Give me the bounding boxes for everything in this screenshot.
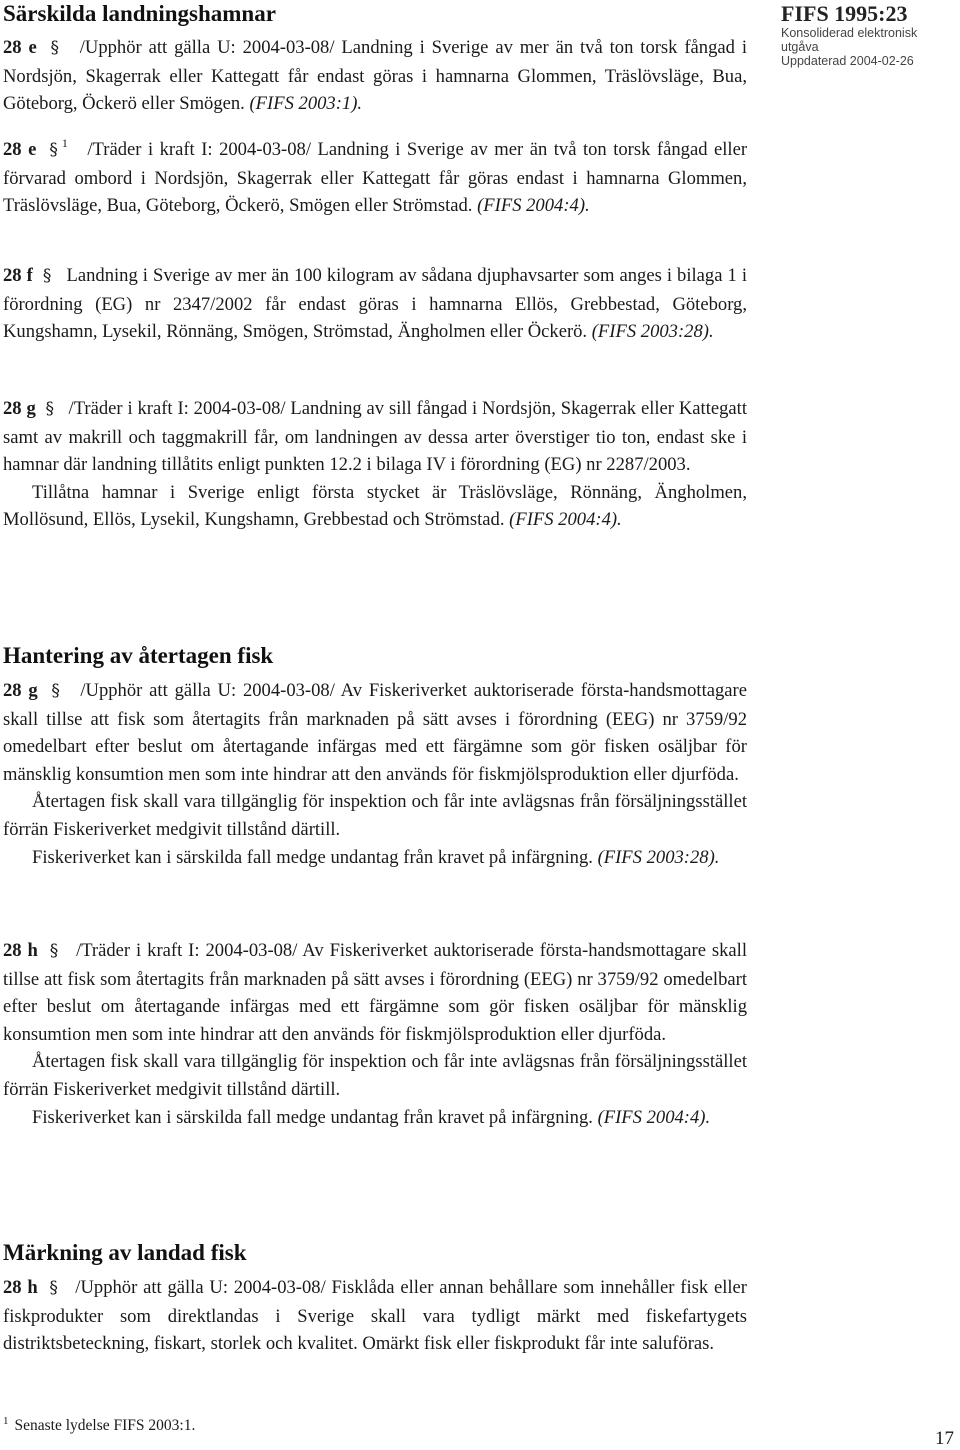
paragraph-28h-old <box>3 1274 747 1358</box>
section-heading: Hantering av återtagen fisk <box>3 643 274 668</box>
paragraph-reference: (FIFS 2003:28). <box>591 321 714 343</box>
document-header <box>781 2 960 68</box>
section-sign: § <box>49 1278 58 1298</box>
paragraph-text <box>3 788 747 843</box>
paragraph-number: 28 h <box>3 940 38 961</box>
footnote-mark: 1 <box>3 1415 9 1427</box>
paragraph-text <box>3 34 747 118</box>
paragraph-28e-old <box>3 34 747 118</box>
paragraph-body: Fiskeriverket kan i särskilda fall medge undantag från kravet på infärgning. <box>32 846 593 868</box>
section-sign: § <box>45 399 54 419</box>
paragraph-text <box>3 1048 747 1103</box>
paragraph-body: /Upphör att gälla U: 2004-03-08/ Landning i Sverige av mer än två ton torsk fångad i Nordsjön, Skagerrak eller Kattegatt får endast göras i hamnarna Glommen, Träslövsläge, Bua, Göteborg, Öckerö eller Smögen. <box>3 37 748 115</box>
paragraph-number: 28 e <box>3 139 37 160</box>
paragraph-number: 28 g <box>3 680 38 701</box>
section-landing-ports <box>3 1 747 27</box>
page-number: 17 <box>935 1428 954 1449</box>
edition-label-cont: utgåva <box>781 40 819 54</box>
paragraph-body: /Träder i kraft I: 2004-03-08/ Av Fiskeriverket auktoriserade första-handsmottagare skall tillse att fisk som återtagits från marknaden på sätt avses i förordning (EEG) nr 3759/92 omedelbart efter beslut om återtagande infärgas med ett färgämne som gör fisken osäljbar för mänsklig konsumtion men som inte hindrar att den används för fiskmjölsproduktion eller djurföda. <box>3 940 747 1045</box>
paragraph-number: 28 h <box>3 1277 38 1298</box>
paragraph-reference: (FIFS 2004:4). <box>477 195 590 217</box>
section-sign: § <box>42 266 52 286</box>
paragraph-text <box>3 844 747 872</box>
paragraph-text <box>3 1104 747 1132</box>
section-recaptured-fish <box>3 643 747 669</box>
paragraph-body: /Upphör att gälla U: 2004-03-08/ Av Fiskeriverket auktoriserade första-handsmottagare skall tillse att fisk som återtagits från marknaden på sätt avses i förordning (EEG) nr 3759/92 omedelbart efter beslut om återtagande infärgas med ett färgämne som gör fisken osäljbar för mänsklig konsumtion men som inte hindrar att den används för fiskmjölsproduktion eller djurföda. <box>3 680 747 785</box>
paragraph-text <box>3 677 747 788</box>
paragraph-text <box>3 479 747 534</box>
paragraph-text <box>3 262 747 346</box>
section-heading: Särskilda landningshamnar <box>3 1 276 26</box>
paragraph-28g-new <box>3 395 747 534</box>
footnote <box>3 1411 195 1436</box>
paragraph-text <box>3 937 747 1048</box>
section-sign: § <box>50 38 60 58</box>
section-heading: Märkning av landad fisk <box>3 1240 247 1265</box>
section-marking <box>3 1240 747 1266</box>
paragraph-28h-new <box>3 937 747 1131</box>
paragraph-body: /Träder i kraft I: 2004-03-08/ Landning av sill fångad i Nordsjön, Skagerrak eller Kattegatt samt av makrill och taggmakrill får, om landningen av dessa arter överstiger tio ton, endast ske i hamnar där landning tillåtits enligt punkten 12.2 i bilaga IV i förordning (EG) nr 2287/2003. <box>3 398 747 476</box>
paragraph-reference: (FIFS 2004:4). <box>597 1106 711 1128</box>
paragraph-28f <box>3 262 747 346</box>
paragraph-28e-new <box>3 130 747 220</box>
paragraph-body: Tillåtna hamnar i Sverige enligt första stycket är Träslövsläge, Rönnäng, Ängholmen, Mollösund, Ellös, Lysekil, Kungshamn, Grebbestad och Strömstad. <box>3 481 747 531</box>
paragraph-body: /Upphör att gälla U: 2004-03-08/ Fisklåda eller annan behållare som innehåller fisk eller fiskprodukter som direktlandas i Sverige skall vara tydligt märkt med fiskefartygets distriktsbeteckning, fiskart, storlek och kvalitet. Omärkt fisk eller fiskprodukt får inte saluföras. <box>3 1277 748 1355</box>
paragraph-28g-old <box>3 677 747 871</box>
updated-date: Uppdaterad 2004-02-26 <box>781 54 914 68</box>
paragraph-body: Landning i Sverige av mer än 100 kilogram av sådana djuphavsarter som anges i bilaga 1 i förordning (EG) nr 2347/2002 får endast göras i hamnarna Ellös, Grebbestad, Göteborg, Kungshamn, Lysekil, Rönnäng, Smögen, Strömstad, Ängholmen eller Öckerö. <box>3 265 748 343</box>
section-sign: § <box>51 681 60 701</box>
paragraph-body: /Träder i kraft I: 2004-03-08/ Landning i Sverige av mer än två ton torsk fångad eller förvarad ombord i Nordsjön, Skagerrak eller Kattegatt får göras endast i hamnarna Glommen, Träslövsläge, Bua, Göteborg, Öckerö, Smögen eller Strömstad. <box>3 139 748 217</box>
footnote-text: Senaste lydelse FIFS 2003:1. <box>14 1417 196 1434</box>
section-sign: § <box>49 941 59 961</box>
edition-label: Konsoliderad elektronisk <box>781 26 918 40</box>
paragraph-body: Fiskeriverket kan i särskilda fall medge undantag från kravet på infärgning. <box>32 1106 593 1128</box>
footnote-ref: 1 <box>61 136 68 150</box>
paragraph-reference: (FIFS 2003:28). <box>597 846 720 868</box>
paragraph-reference: (FIFS 2004:4). <box>509 509 622 531</box>
section-sign: § <box>49 140 58 160</box>
paragraph-reference: (FIFS 2003:1). <box>249 93 363 115</box>
paragraph-text <box>3 130 747 220</box>
document-id: FIFS 1995:23 <box>781 1 908 26</box>
paragraph-body: Återtagen fisk skall vara tillgänglig för inspektion och får inte avlägsnas från försäljningsstället förrän Fiskeriverket medgivit tillstånd därtill. <box>3 1051 747 1100</box>
paragraph-body: Återtagen fisk skall vara tillgänglig för inspektion och får inte avlägsnas från försäljningsstället förrän Fiskeriverket medgivit tillstånd därtill. <box>3 791 747 840</box>
paragraph-number: 28 g <box>3 398 36 419</box>
paragraph-number: 28 e <box>3 37 37 58</box>
paragraph-text <box>3 395 747 479</box>
paragraph-text <box>3 1274 747 1358</box>
paragraph-number: 28 f <box>3 265 33 286</box>
